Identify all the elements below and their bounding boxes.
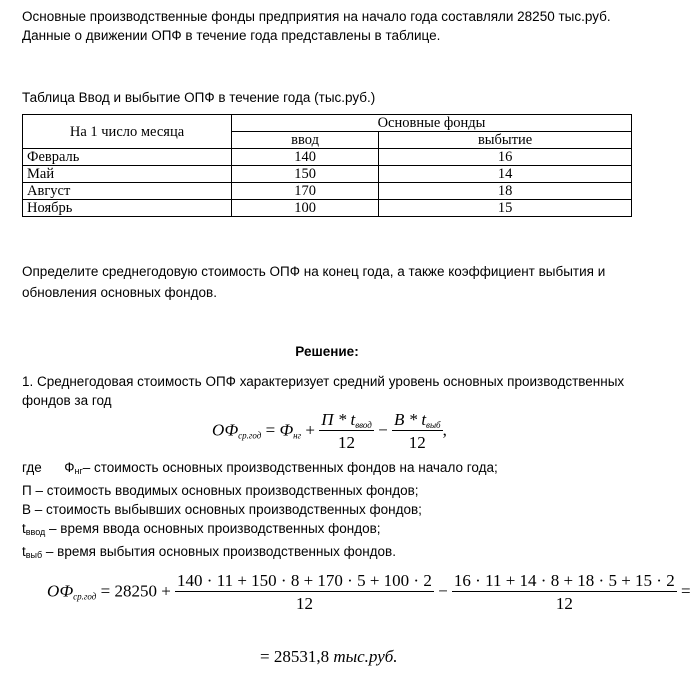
question-line-2: обновления основных фондов.	[22, 285, 217, 300]
def-t-in	[22, 519, 498, 542]
definitions	[22, 458, 498, 565]
opf-table	[22, 114, 632, 217]
formula-plus: +	[305, 420, 315, 440]
def-t-in-symbol: t	[22, 521, 26, 536]
row-out: 15	[379, 200, 632, 217]
def-t-in-text: – время ввода основных производственных фондов;	[45, 521, 381, 536]
calc-lhs: ОФ	[47, 581, 74, 601]
formula-den-out: 12	[408, 433, 426, 452]
step1-line-2: фондов за год	[22, 393, 112, 408]
calc-num-in: 140 · 11 + 150 · 8 + 170 · 5 + 100 · 2	[177, 571, 432, 590]
calc-minus: −	[438, 581, 448, 601]
formula-calc	[47, 571, 691, 614]
calc-result: = 28531,8	[260, 647, 330, 666]
row-out: 16	[379, 149, 632, 166]
formula-num-in-sub: ввод	[355, 420, 372, 430]
row-in: 100	[232, 200, 379, 217]
calc-eq-end: =	[680, 581, 691, 601]
calc-eq-base: = 28250 +	[100, 581, 171, 601]
def-phi-sub: нг	[74, 466, 83, 476]
row-in: 140	[232, 149, 379, 166]
formula-num-out: В * t	[393, 410, 427, 429]
calc-result-line	[260, 647, 398, 667]
col-in-header: ввод	[232, 132, 379, 149]
def-t-out-sub: выб	[25, 550, 43, 560]
row-month: Февраль	[23, 149, 232, 166]
calc-den-out: 12	[555, 594, 573, 613]
formula-den-in: 12	[338, 433, 356, 452]
def-where: где	[22, 460, 42, 475]
def-phi	[22, 458, 498, 481]
formula-eq: =	[265, 420, 276, 440]
intro-line-1: Основные производственные фонды предприятия на начало года составляли 28250 тыс.руб.	[22, 9, 611, 24]
calc-den-in: 12	[295, 594, 313, 613]
formula-comma: ,	[442, 420, 447, 440]
formula-phi: Ф	[279, 420, 294, 440]
formula-general	[212, 410, 447, 453]
formula-minus: −	[378, 420, 388, 440]
table-caption: Таблица Ввод и выбытие ОПФ в течение года (тыс.руб.)	[22, 90, 376, 105]
row-out: 18	[379, 183, 632, 200]
formula-num-in: П * t	[321, 410, 356, 429]
formula-lhs: ОФ	[212, 420, 239, 440]
def-v: В – стоимость выбывших основных производственных фондов;	[22, 502, 422, 517]
table-row	[23, 166, 632, 183]
calc-unit: тыс.руб.	[333, 647, 398, 666]
table-header-row	[23, 115, 632, 132]
group-header: Основные фонды	[232, 115, 632, 132]
step1-line-1: 1. Среднегодовая стоимость ОПФ характеризует средний уровень основных производственных	[22, 374, 625, 389]
row-month: Август	[23, 183, 232, 200]
table-row	[23, 149, 632, 166]
col-out-header: выбытие	[379, 132, 632, 149]
formula-num-out-sub: выб	[426, 420, 441, 430]
question-line-1: Определите среднегодовую стоимость ОПФ на конец года, а также коэффициент выбытия и	[22, 264, 606, 279]
def-phi-text: – стоимость основных производственных фондов на начало года;	[82, 460, 498, 475]
month-header: На 1 число месяца	[23, 115, 232, 149]
formula-lhs-sub: ср.год	[238, 430, 262, 441]
row-out: 14	[379, 166, 632, 183]
table-row	[23, 183, 632, 200]
def-p: П – стоимость вводимых основных производственных фондов;	[22, 483, 419, 498]
def-phi-symbol: Ф	[64, 460, 75, 475]
def-t-in-sub: ввод	[25, 527, 46, 537]
calc-lhs-sub: ср.год	[73, 591, 97, 602]
formula-frac-in	[319, 410, 374, 453]
row-in: 170	[232, 183, 379, 200]
def-t-out	[22, 542, 498, 565]
formula-frac-out	[392, 410, 443, 453]
row-month: Май	[23, 166, 232, 183]
table-row	[23, 200, 632, 217]
row-month: Ноябрь	[23, 200, 232, 217]
calc-num-out: 16 · 11 + 14 · 8 + 18 · 5 + 15 · 2	[453, 571, 675, 590]
calc-frac-out	[452, 571, 677, 614]
def-t-out-symbol: t	[22, 544, 26, 559]
formula-phi-sub: нг	[293, 430, 302, 441]
intro-line-2: Данные о движении ОПФ в течение года представлены в таблице.	[22, 28, 441, 43]
row-in: 150	[232, 166, 379, 183]
def-t-out-text: – время выбытия основных производственных фондов.	[42, 544, 396, 559]
calc-frac-in	[175, 571, 434, 614]
solution-heading: Решение:	[295, 344, 359, 359]
